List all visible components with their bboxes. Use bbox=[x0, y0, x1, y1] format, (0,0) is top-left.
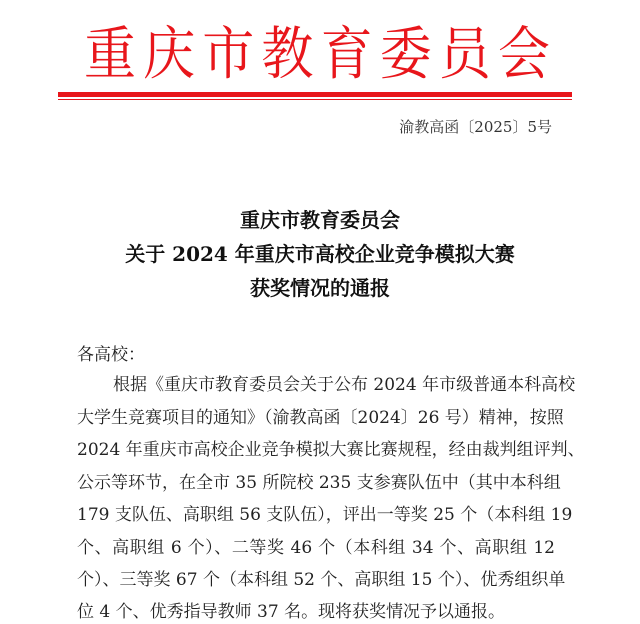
masthead-rule-thick bbox=[58, 92, 572, 97]
body-line: 根据《重庆市教育委员会关于公布 2024 年市级普通本科高校 bbox=[113, 375, 576, 395]
masthead-rule-thin bbox=[58, 99, 572, 100]
heading-line-3: 获奖情况的通报 bbox=[250, 276, 390, 300]
salutation: 各高校： bbox=[77, 345, 145, 365]
body-line: 179 支队伍、高职组 56 支队伍），评出一等奖 25 个（本科组 19 bbox=[77, 505, 573, 525]
body-line: 个、高职组 6 个）、二等奖 46 个（本科组 34 个、高职组 12 bbox=[77, 538, 555, 558]
heading-line-2: 关于 2024 年重庆市高校企业竞争模拟大赛 bbox=[125, 242, 515, 266]
body-line: 个）、三等奖 67 个（本科组 52 个、高职组 15 个）、优秀组织单 bbox=[77, 570, 566, 590]
body-line: 2024 年重庆市高校企业竞争模拟大赛比赛规程，经由裁判组评判、 bbox=[77, 440, 585, 460]
body-line: 公示等环节，在全市 35 所院校 235 支参赛队伍中（其中本科组 bbox=[77, 473, 561, 493]
body-line: 位 4 个、优秀指导教师 37 名。现将获奖情况予以通报。 bbox=[77, 602, 506, 622]
document-number: 渝教高函〔2025〕5号 bbox=[399, 118, 552, 136]
masthead-title: 重庆市教育委员会 bbox=[84, 22, 550, 88]
body-line: 大学生竞赛项目的通知》（渝教高函〔2024〕26 号）精神，按照 bbox=[77, 408, 564, 428]
heading-line-1: 重庆市教育委员会 bbox=[240, 208, 400, 232]
